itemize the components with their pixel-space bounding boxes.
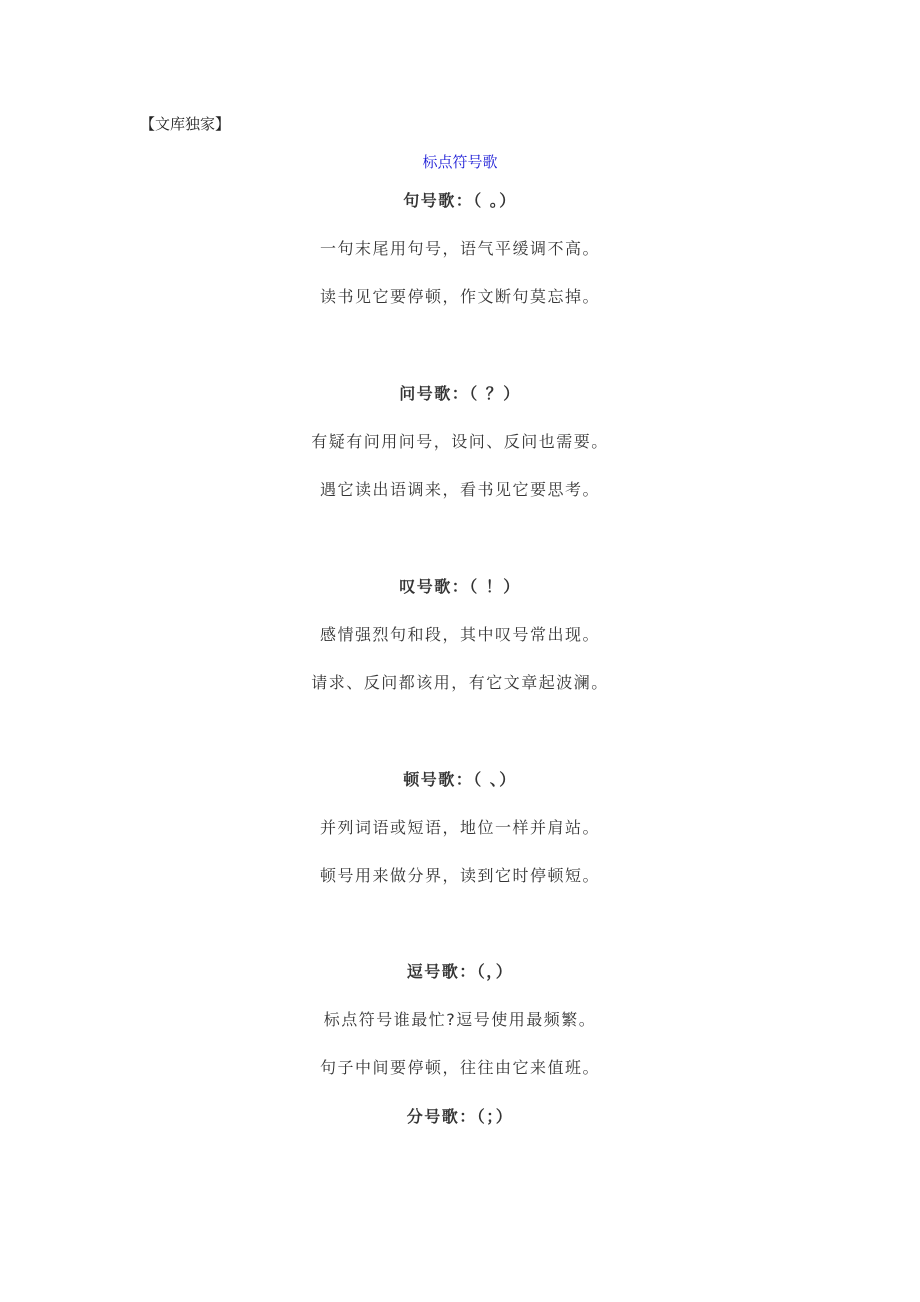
section-heading-comma: 逗号歌：（，） <box>406 962 514 981</box>
section-heading-question: 问号歌：（ ？） <box>399 384 521 403</box>
page-title: 标点符号歌 <box>422 153 498 171</box>
verse-line: 顿号用来做分界，读到它时停顿短。 <box>319 866 600 885</box>
verse-line: 感情强烈句和段，其中叹号常出现。 <box>319 625 600 644</box>
verse-line: 遇它读出语调来，看书见它要思考。 <box>319 480 600 499</box>
verse-line: 并列词语或短语，地位一样并肩站。 <box>319 818 600 837</box>
verse-line: 读书见它要停顿，作文断句莫忘掉。 <box>319 287 600 306</box>
section-heading-period: 句号歌：（ 。） <box>403 191 517 210</box>
verse-line: 一句末尾用句号，语气平缓调不高。 <box>319 239 600 258</box>
verse-line: 标点符号谁最忙?逗号使用最频繁。 <box>323 1010 597 1029</box>
verse-line: 有疑有问用问号，设问、反问也需要。 <box>311 432 609 451</box>
section-heading-exclamation: 叹号歌：（ ！） <box>399 577 521 596</box>
section-heading-pause: 顿号歌：（ 、） <box>403 770 517 789</box>
verse-line: 请求、反问都该用，有它文章起波澜。 <box>311 673 609 692</box>
exclusive-tag: 【文库独家】 <box>140 115 231 133</box>
section-heading-semicolon: 分号歌：（；） <box>406 1107 514 1126</box>
verse-line: 句子中间要停顿，往往由它来值班。 <box>319 1058 600 1077</box>
